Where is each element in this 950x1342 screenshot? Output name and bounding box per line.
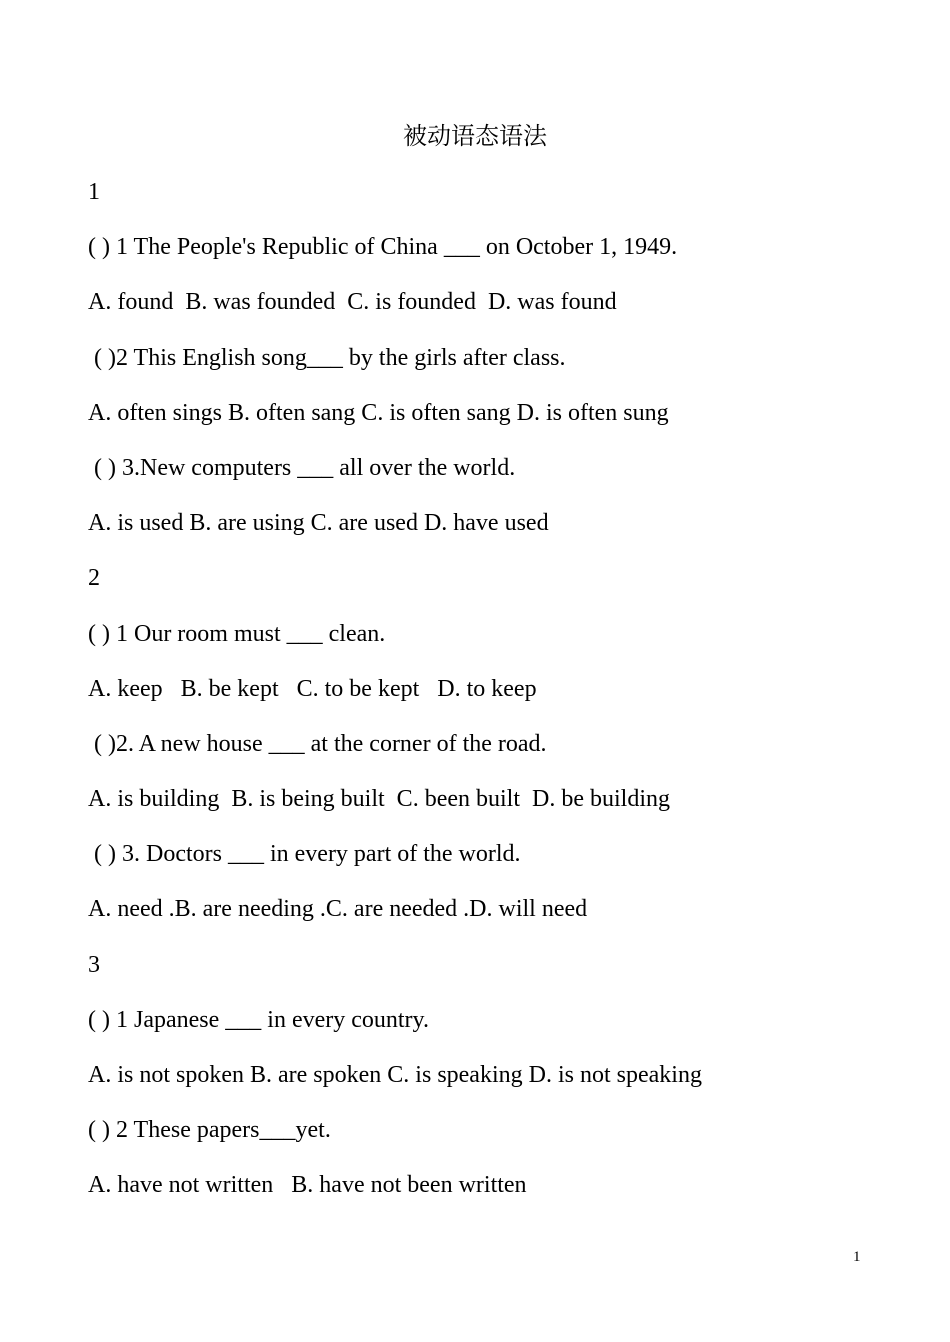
question-line: ( ) 1 The People's Republic of China ___ on October 1, 1949.	[88, 234, 678, 261]
section-number: 2	[88, 565, 100, 592]
page-number: 1	[853, 1249, 861, 1265]
document-title: 被动语态语法	[403, 122, 547, 150]
question-line: ( )2. A new house ___ at the corner of the road.	[88, 730, 547, 757]
options-line: A. have not written B. have not been written	[88, 1172, 527, 1199]
question-line: ( ) 3. Doctors ___ in every part of the world.	[88, 841, 521, 868]
section-number: 3	[88, 951, 100, 978]
question-line: ( ) 3.New computers ___ all over the world.	[88, 454, 516, 481]
options-line: A. often sings B. often sang C. is often sang D. is often sung	[88, 399, 669, 426]
exercise-lines	[88, 176, 888, 1225]
options-line: A. need .B. are needing .C. are needed .D. will need	[88, 896, 588, 923]
question-line: ( ) 1 Japanese ___ in every country.	[88, 1006, 429, 1033]
options-line: A. found B. was founded C. is founded D. was found	[88, 289, 617, 316]
question-line: ( )2 This English song___ by the girls after class.	[88, 344, 566, 371]
options-line: A. is used B. are using C. are used D. have used	[88, 510, 549, 537]
question-line: ( ) 2 These papers___yet.	[88, 1117, 331, 1144]
question-line: ( ) 1 Our room must ___ clean.	[88, 620, 386, 647]
section-number: 1	[88, 179, 100, 205]
options-line: A. is building B. is being built C. been built D. be building	[88, 786, 670, 813]
options-line: A. is not spoken B. are spoken C. is speaking D. is not speaking	[88, 1062, 702, 1088]
options-line: A. keep B. be kept C. to be kept D. to keep	[88, 675, 537, 702]
